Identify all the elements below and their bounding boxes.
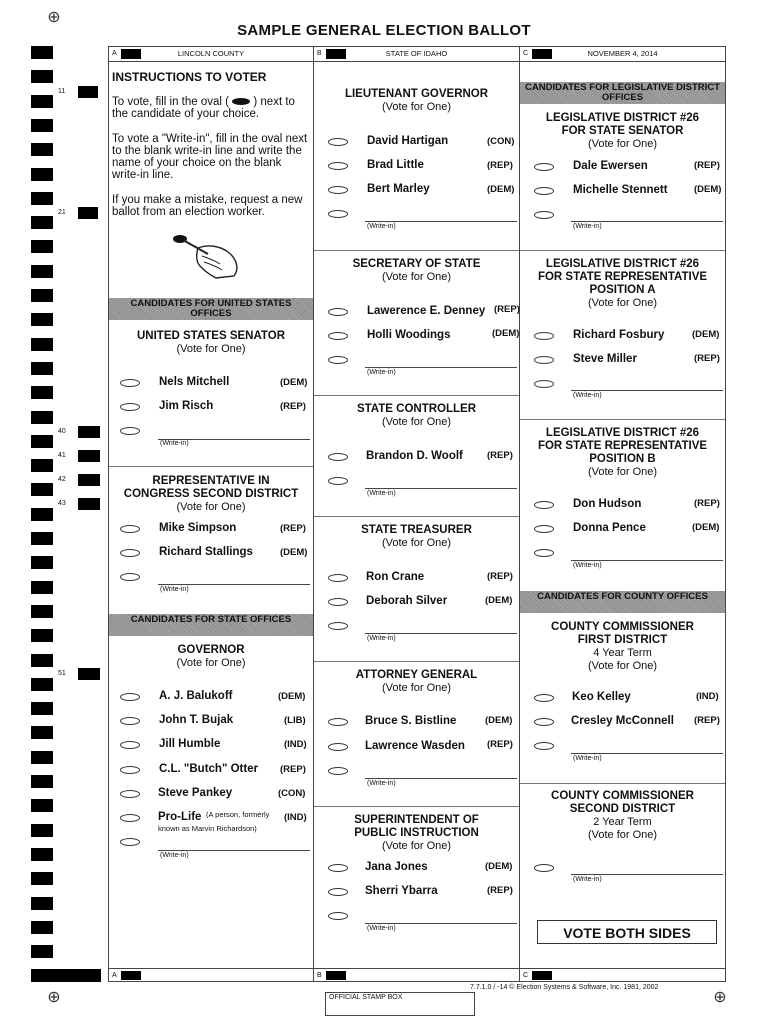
party-label: (REP) — [694, 498, 720, 509]
vote-for-one: (Vote for One) — [176, 343, 246, 355]
write-in-oval[interactable] — [534, 742, 554, 750]
candidate-name: Steve Miller — [573, 353, 637, 365]
vote-for-one: (Vote for One) — [381, 416, 452, 428]
vote-oval[interactable] — [120, 403, 140, 411]
party-label: (REP) — [280, 523, 306, 534]
race-title-treasurer — [314, 524, 519, 550]
write-in-oval[interactable] — [534, 549, 554, 557]
vote-oval[interactable] — [328, 718, 348, 726]
timing-mark — [31, 678, 53, 691]
column-mark — [326, 971, 346, 980]
race-name: POSITION A — [589, 284, 656, 296]
vote-oval[interactable] — [534, 163, 554, 171]
timing-mark — [31, 46, 53, 59]
write-in-line[interactable] — [365, 221, 517, 222]
candidate-name: Jill Humble — [159, 738, 221, 750]
timing-mark — [78, 450, 100, 462]
write-in-label: (Write-in) — [573, 392, 602, 399]
vote-for-one: (Vote for One) — [587, 660, 658, 672]
race-title-representative-b — [520, 427, 725, 479]
race-name: FOR STATE REPRESENTATIVE — [537, 440, 708, 452]
race-title-county-commissioner-2 — [520, 790, 725, 842]
timing-mark — [78, 207, 98, 219]
write-in-line[interactable] — [365, 778, 517, 779]
candidate-name: Bert Marley — [367, 183, 430, 195]
term-length: 4 Year Term — [593, 647, 652, 659]
race-title-congress — [109, 475, 313, 514]
vote-for-one: (Vote for One) — [587, 466, 658, 478]
race-title-attorney-general — [314, 669, 519, 695]
vote-oval[interactable] — [328, 332, 348, 340]
race-name: UNITED STATES SENATOR — [136, 330, 286, 342]
candidate-name: Nels Mitchell — [159, 376, 230, 388]
vote-oval[interactable] — [120, 549, 140, 557]
official-stamp-box: OFFICIAL STAMP BOX — [325, 992, 475, 1016]
timing-mark — [31, 751, 53, 764]
timing-number: 21 — [58, 209, 66, 216]
column-header-a — [109, 47, 313, 62]
timing-mark — [31, 362, 53, 375]
vote-oval[interactable] — [120, 814, 140, 822]
write-in-oval[interactable] — [328, 356, 348, 364]
timing-mark — [78, 86, 98, 98]
party-label: (DEM) — [692, 522, 720, 533]
write-in-label: (Write-in) — [573, 876, 602, 883]
timing-mark — [78, 426, 100, 438]
timing-mark — [31, 338, 53, 351]
candidate-name: Steve Pankey — [158, 787, 233, 799]
write-in-label: (Write-in) — [160, 852, 189, 859]
race-name: LEGISLATIVE DISTRICT #26 — [545, 258, 700, 270]
write-in-line[interactable] — [365, 923, 517, 924]
instruction-text: To vote, fill in the oval ( — [112, 96, 229, 108]
write-in-oval[interactable] — [120, 427, 140, 435]
vote-oval[interactable] — [534, 356, 554, 364]
race-name: FOR STATE SENATOR — [561, 125, 684, 137]
timing-mark — [31, 969, 101, 982]
timing-mark — [31, 775, 53, 788]
vote-oval[interactable] — [328, 574, 348, 582]
vote-for-one: (Vote for One) — [587, 829, 658, 841]
party-label: (IND) — [696, 691, 719, 702]
vote-oval[interactable] — [534, 718, 554, 726]
vote-oval[interactable] — [328, 162, 348, 170]
timing-mark — [78, 668, 100, 680]
crop-mark-icon: ⊕ — [47, 9, 61, 26]
column-mark — [532, 971, 552, 980]
instructions-mistake: If you make a mistake, request a new ballot from an election worker. — [112, 194, 303, 218]
candidate-name: Holli Woodings — [367, 329, 451, 341]
race-title-state-senator — [520, 112, 725, 151]
timing-mark — [31, 143, 53, 156]
timing-number: 40 — [58, 428, 66, 435]
candidate-name: Mike Simpson — [159, 522, 237, 534]
timing-mark — [31, 872, 53, 885]
vote-for-one: (Vote for One) — [381, 537, 452, 549]
date-label: NOVEMBER 4, 2014 — [587, 49, 658, 58]
timing-mark — [78, 474, 100, 486]
candidate-name: Richard Stallings — [159, 546, 253, 558]
race-name: LEGISLATIVE DISTRICT #26 — [545, 427, 700, 439]
timing-mark — [31, 411, 53, 424]
vote-oval[interactable] — [534, 332, 554, 340]
write-in-label: (Write-in) — [573, 223, 602, 230]
race-name: COUNTY COMMISSIONER — [551, 621, 694, 633]
timing-mark — [31, 216, 53, 229]
timing-mark — [31, 848, 53, 861]
write-in-line[interactable] — [571, 753, 723, 754]
candidate-name: Dale Ewersen — [573, 160, 648, 172]
vote-oval[interactable] — [328, 138, 348, 146]
candidate-name: Richard Fosbury — [573, 329, 665, 341]
timing-mark — [31, 435, 53, 448]
vote-oval[interactable] — [120, 717, 140, 725]
timing-mark — [31, 824, 53, 837]
candidate-name: Sherri Ybarra — [365, 885, 438, 897]
timing-mark — [31, 313, 53, 326]
party-label: (LIB) — [284, 715, 306, 726]
write-in-oval[interactable] — [534, 380, 554, 388]
race-title-governor — [109, 644, 313, 670]
vote-oval[interactable] — [328, 888, 348, 896]
vote-oval[interactable] — [120, 741, 140, 749]
timing-mark — [31, 654, 53, 667]
write-in-label: (Write-in) — [367, 223, 396, 230]
timing-mark — [31, 629, 53, 642]
candidate-name: John T. Bujak — [159, 714, 234, 726]
vote-oval[interactable] — [328, 743, 348, 751]
timing-mark — [31, 581, 53, 594]
write-in-oval[interactable] — [328, 477, 348, 485]
party-label: (REP) — [487, 450, 513, 461]
write-in-label: (Write-in) — [367, 369, 396, 376]
race-name: SUPERINTENDENT OF — [354, 814, 479, 826]
timing-mark — [31, 265, 53, 278]
party-label: (REP) — [494, 304, 520, 315]
ballot-title: SAMPLE GENERAL ELECTION BALLOT — [237, 22, 531, 39]
party-label: (IND) — [284, 812, 307, 823]
party-label: (DEM) — [280, 547, 308, 558]
vote-for-one: (Vote for One) — [381, 682, 452, 694]
instructions-paragraph — [112, 96, 312, 120]
hand-marking-oval-icon — [168, 226, 248, 282]
party-label: (CON) — [278, 788, 306, 799]
write-in-line[interactable] — [571, 390, 723, 391]
race-title-controller — [314, 403, 519, 429]
vote-oval[interactable] — [328, 598, 348, 606]
vote-oval[interactable] — [120, 766, 140, 774]
party-label: (REP) — [694, 160, 720, 171]
instructions-writein: To vote a "Write-in", fill in the oval next to the blank write-in line and write the name of your choice on the blank write-in line. — [112, 133, 308, 181]
party-label: (DEM) — [280, 377, 308, 388]
party-label: (REP) — [694, 715, 720, 726]
instructions-heading: INSTRUCTIONS TO VOTER — [112, 70, 267, 84]
timing-mark — [31, 605, 53, 618]
timing-mark — [31, 240, 53, 253]
vote-for-one: (Vote for One) — [176, 501, 246, 513]
timing-mark — [31, 483, 53, 496]
write-in-label: (Write-in) — [160, 586, 189, 593]
timing-mark — [31, 556, 53, 569]
candidate-name: Ron Crane — [366, 571, 425, 583]
timing-number: 41 — [58, 452, 66, 459]
column-letter: B — [317, 50, 322, 57]
write-in-label: (Write-in) — [367, 925, 396, 932]
column-footer-b — [314, 968, 519, 982]
crop-mark-icon: ⊕ — [713, 989, 727, 1006]
race-title-lt-governor — [314, 88, 519, 114]
race-divider — [314, 516, 519, 517]
write-in-line[interactable] — [365, 633, 517, 634]
write-in-line[interactable] — [158, 584, 310, 585]
vote-for-one: (Vote for One) — [381, 271, 452, 283]
party-label: (DEM) — [485, 715, 513, 726]
candidate-name: Cresley McConnell — [571, 715, 674, 727]
vote-for-one: (Vote for One) — [381, 840, 452, 852]
race-divider — [520, 250, 725, 251]
party-label: (REP) — [487, 885, 513, 896]
party-label: (DEM) — [485, 861, 513, 872]
party-label: (REP) — [487, 571, 513, 582]
column-header-c — [520, 47, 725, 62]
party-label: (IND) — [284, 739, 307, 750]
candidate-name: C.L. "Butch" Otter — [159, 763, 259, 775]
race-name: FIRST DISTRICT — [577, 634, 668, 646]
candidate-note: known as Marvin Richardson) — [158, 824, 257, 833]
write-in-oval[interactable] — [120, 838, 140, 846]
timing-mark — [31, 726, 53, 739]
write-in-label: (Write-in) — [160, 440, 189, 447]
column-letter: A — [112, 50, 117, 57]
section-band-state: CANDIDATES FOR STATE OFFICES — [109, 614, 313, 636]
vote-oval[interactable] — [534, 525, 554, 533]
party-label: (REP) — [694, 353, 720, 364]
timing-number: 43 — [58, 500, 66, 507]
race-title-representative-a — [520, 258, 725, 310]
party-label: (REP) — [280, 401, 306, 412]
vote-for-one: (Vote for One) — [381, 101, 452, 113]
timing-mark — [31, 192, 53, 205]
state-label: STATE OF IDAHO — [385, 49, 448, 58]
term-length: 2 Year Term — [593, 816, 652, 828]
race-name: SECRETARY OF STATE — [352, 258, 481, 270]
race-name: PUBLIC INSTRUCTION — [354, 827, 479, 839]
party-label: (DEM) — [692, 329, 720, 340]
write-in-line[interactable] — [571, 221, 723, 222]
crop-mark-icon: ⊕ — [47, 989, 61, 1006]
write-in-oval[interactable] — [534, 864, 554, 872]
timing-mark — [31, 897, 53, 910]
timing-mark — [31, 799, 53, 812]
candidate-name: Deborah Silver — [366, 595, 448, 607]
candidate-name: Pro-Life — [158, 811, 202, 823]
timing-mark — [31, 921, 53, 934]
candidate-name: Brandon D. Woolf — [366, 450, 463, 462]
vote-oval[interactable] — [534, 694, 554, 702]
race-name: LEGISLATIVE DISTRICT #26 — [545, 112, 700, 124]
write-in-label: (Write-in) — [573, 562, 602, 569]
race-name: LIEUTENANT GOVERNOR — [344, 88, 489, 100]
timing-mark — [31, 945, 53, 958]
race-title-us-senator — [109, 330, 313, 356]
timing-number: 51 — [58, 670, 66, 677]
write-in-oval[interactable] — [328, 210, 348, 218]
write-in-line[interactable] — [571, 560, 723, 561]
vote-oval[interactable] — [120, 790, 140, 798]
race-divider — [314, 250, 519, 251]
vote-for-one: (Vote for One) — [587, 138, 658, 150]
candidate-name: Keo Kelley — [572, 691, 631, 703]
party-label: (DEM) — [485, 595, 513, 606]
vote-oval[interactable] — [328, 453, 348, 461]
party-label: (DEM) — [278, 691, 306, 702]
vote-for-one: (Vote for One) — [587, 297, 658, 309]
party-label: (REP) — [280, 764, 306, 775]
candidate-name: Don Hudson — [573, 498, 642, 510]
party-label: (CON) — [487, 136, 515, 147]
vote-oval[interactable] — [328, 186, 348, 194]
column-header-b — [314, 47, 519, 62]
write-in-line[interactable] — [571, 874, 723, 875]
race-divider — [314, 806, 519, 807]
column-letter: C — [523, 972, 529, 979]
write-in-line[interactable] — [365, 367, 517, 368]
write-in-oval[interactable] — [120, 573, 140, 581]
candidate-name: Lawrence Wasden — [365, 740, 465, 752]
vote-both-sides-notice: VOTE BOTH SIDES — [537, 920, 717, 944]
write-in-oval[interactable] — [328, 912, 348, 920]
write-in-oval[interactable] — [534, 211, 554, 219]
timing-number: 11 — [58, 88, 66, 95]
race-name: CONGRESS SECOND DISTRICT — [123, 488, 299, 500]
timing-number: 42 — [58, 476, 66, 483]
column-letter: C — [523, 50, 529, 57]
instruction-text: ) next to the candidate of your choice. — [112, 96, 295, 120]
candidate-name: Michelle Stennett — [573, 184, 668, 196]
filled-oval-icon — [232, 98, 250, 105]
write-in-oval[interactable] — [328, 622, 348, 630]
race-name: REPRESENTATIVE IN — [152, 475, 270, 487]
party-label: (DEM) — [492, 328, 520, 339]
county-label: LINCOLN COUNTY — [177, 49, 245, 58]
party-label: (REP) — [487, 160, 513, 171]
vote-oval[interactable] — [328, 864, 348, 872]
section-band-us: CANDIDATES FOR UNITED STATES OFFICES — [109, 298, 313, 320]
vote-for-one: (Vote for One) — [176, 657, 246, 669]
vote-oval[interactable] — [328, 308, 348, 316]
race-name: SECOND DISTRICT — [569, 803, 676, 815]
race-divider — [520, 419, 725, 420]
timing-mark — [31, 386, 53, 399]
race-name: COUNTY COMMISSIONER — [551, 790, 694, 802]
race-name: STATE CONTROLLER — [356, 403, 477, 415]
timing-mark — [31, 70, 53, 83]
section-band-legislative: CANDIDATES FOR LEGISLATIVE DISTRICT OFFICES — [520, 82, 725, 104]
vote-oval[interactable] — [534, 501, 554, 509]
candidate-name: Bruce S. Bistline — [365, 715, 457, 727]
candidate-name: David Hartigan — [367, 135, 449, 147]
candidate-name: Donna Pence — [573, 522, 646, 534]
write-in-line[interactable] — [158, 850, 310, 851]
race-title-county-commissioner-1 — [520, 621, 725, 673]
column-letter: A — [112, 972, 117, 979]
timing-mark — [31, 119, 53, 132]
race-name: STATE TREASURER — [361, 524, 472, 536]
party-label: (DEM) — [694, 184, 722, 195]
race-title-superintendent — [314, 814, 519, 853]
vote-oval[interactable] — [120, 379, 140, 387]
column-footer-a — [109, 968, 313, 982]
race-title-secretary-of-state — [314, 258, 519, 284]
candidate-note: (A person, formerly — [206, 810, 270, 819]
race-name: POSITION B — [589, 453, 656, 465]
race-divider — [314, 661, 519, 662]
write-in-oval[interactable] — [328, 767, 348, 775]
copyright-text: 7.7.1.0 / -14 © Election Systems & Software, Inc. 1981, 2002 — [470, 984, 659, 991]
race-name: ATTORNEY GENERAL — [355, 669, 478, 681]
race-divider — [520, 783, 725, 784]
write-in-label: (Write-in) — [573, 755, 602, 762]
write-in-label: (Write-in) — [367, 780, 396, 787]
race-name: GOVERNOR — [177, 644, 245, 656]
write-in-label: (Write-in) — [367, 490, 396, 497]
candidate-name: Jim Risch — [159, 400, 214, 412]
column-mark — [121, 971, 141, 980]
timing-mark — [31, 95, 53, 108]
vote-oval[interactable] — [120, 693, 140, 701]
timing-mark — [78, 498, 100, 510]
timing-mark — [31, 702, 53, 715]
candidate-name: Jana Jones — [365, 861, 428, 873]
race-name: FOR STATE REPRESENTATIVE — [537, 271, 708, 283]
candidate-name: A. J. Balukoff — [159, 690, 233, 702]
race-divider — [109, 466, 313, 467]
race-divider — [314, 395, 519, 396]
candidate-name: Lawerence E. Denney — [367, 305, 486, 317]
timing-mark — [31, 459, 53, 472]
write-in-label: (Write-in) — [367, 635, 396, 642]
vote-oval[interactable] — [534, 187, 554, 195]
timing-mark — [31, 508, 53, 521]
timing-mark — [31, 289, 53, 302]
write-in-line[interactable] — [365, 488, 517, 489]
section-band-county: CANDIDATES FOR COUNTY OFFICES — [520, 591, 725, 613]
timing-mark — [31, 532, 53, 545]
party-label: (DEM) — [487, 184, 515, 195]
column-letter: B — [317, 972, 322, 979]
vote-oval[interactable] — [120, 525, 140, 533]
candidate-name: Brad Little — [367, 159, 424, 171]
timing-mark — [31, 168, 53, 181]
column-footer-c — [520, 968, 725, 982]
party-label: (REP) — [487, 739, 513, 750]
